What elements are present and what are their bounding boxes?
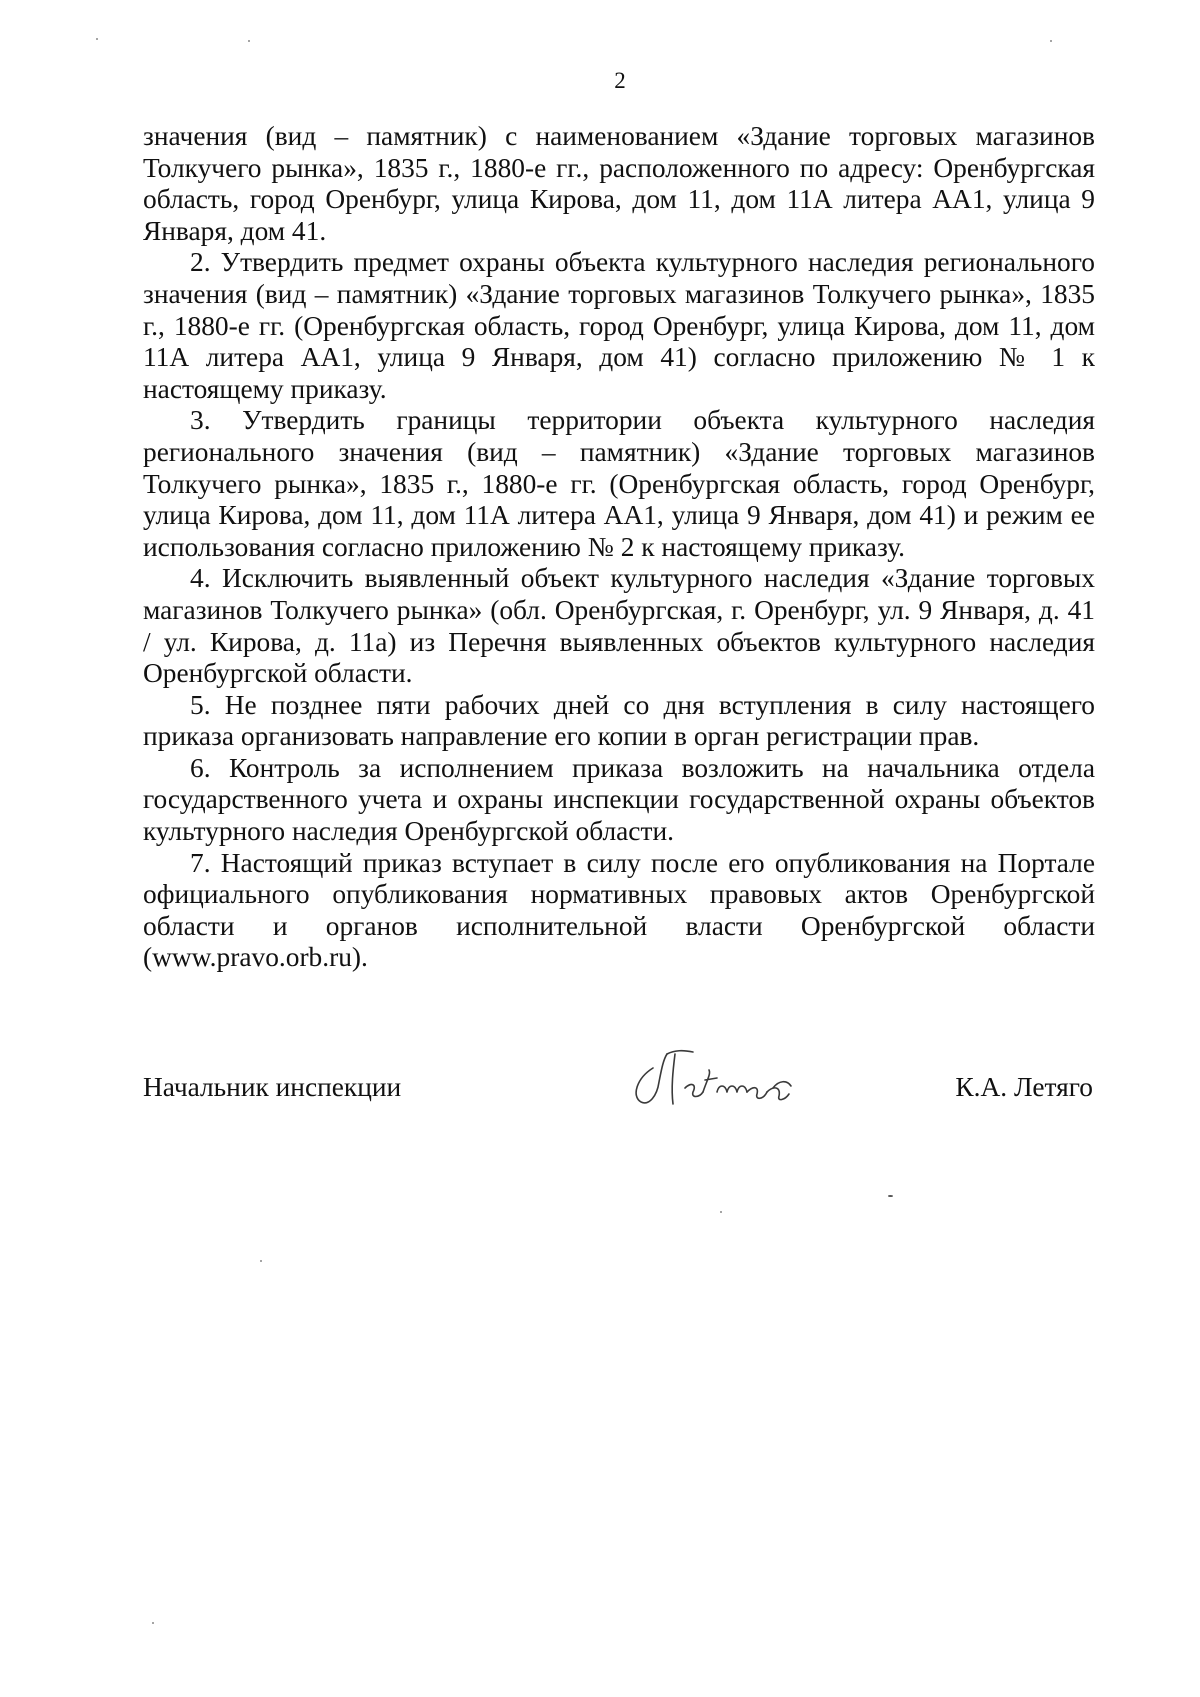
handwritten-signature (623, 1030, 823, 1120)
scan-speck (96, 38, 98, 40)
scan-speck (720, 1211, 722, 1213)
paragraph-item-2: 2. Утвердить предмет охраны объекта культурного наследия регионального значения (вид – памятник) «Здание торговых магазинов Толкучего рынка», 1835 г., 1880-е гг. (Оренбургская область, город Оренбург, улица Кирова, дом 11, дом 11А литера АА1, улица 9 Января, дом 41) согласно приложению № 1 к настоящему приказу. (143, 247, 1095, 404)
signatory-name: К.А. Летяго (955, 1072, 1093, 1102)
scan-speck (260, 1260, 262, 1262)
scan-speck (888, 1195, 893, 1197)
document-body (143, 121, 1095, 974)
paragraph-item-5: 5. Не позднее пяти рабочих дней со дня вступления в силу настоящего приказа организовать направление его копии в орган регистрации прав. (143, 689, 1095, 752)
scan-speck (1050, 40, 1052, 42)
signature-block (143, 1050, 1093, 1110)
page-number: 2 (614, 68, 626, 93)
signatory-title: Начальник инспекции (143, 1072, 402, 1102)
paragraph-item-4: 4. Исключить выявленный объект культурного наследия «Здание торговых магазинов Толкучего рынка» (обл. Оренбургская, г. Оренбург, ул. 9 Января, д. 41 / ул. Кирова, д. 11а) из Перечня выявленных объектов культурного наследия Оренбургской области. (143, 563, 1095, 689)
paragraph-item-7: 7. Настоящий приказ вступает в силу после его опубликования на Портале официального опубликования нормативных правовых актов Оренбургской области и органов исполнительной власти Оренбургской области (www.pravo.orb.ru). (143, 847, 1095, 973)
scan-speck (248, 40, 250, 42)
scan-speck (152, 1622, 154, 1624)
paragraph-item-3: 3. Утвердить границы территории объекта культурного наследия регионального значения (вид – памятник) «Здание торговых магазинов Толкучего рынка», 1835 г., 1880-е гг. (Оренбургская область, город Оренбург, улица Кирова, дом 11, дом 11А литера АА1, улица 9 Января, дом 41) и режим ее использования согласно приложению № 2 к настоящему приказу. (143, 405, 1095, 562)
paragraph-item-6: 6. Контроль за исполнением приказа возложить на начальника отдела государственного учета и охраны инспекции государственной охраны объектов культурного наследия Оренбургской области. (143, 752, 1095, 847)
paragraph-continuation: значения (вид – памятник) с наименованием «Здание торговых магазинов Толкучего рынка», 1835 г., 1880-е гг., расположенного по адресу: Оренбургская область, город Оренбург, улица Кирова, дом 11, дом 11А литера АА1, улица 9 Января, дом 41. (143, 121, 1095, 246)
